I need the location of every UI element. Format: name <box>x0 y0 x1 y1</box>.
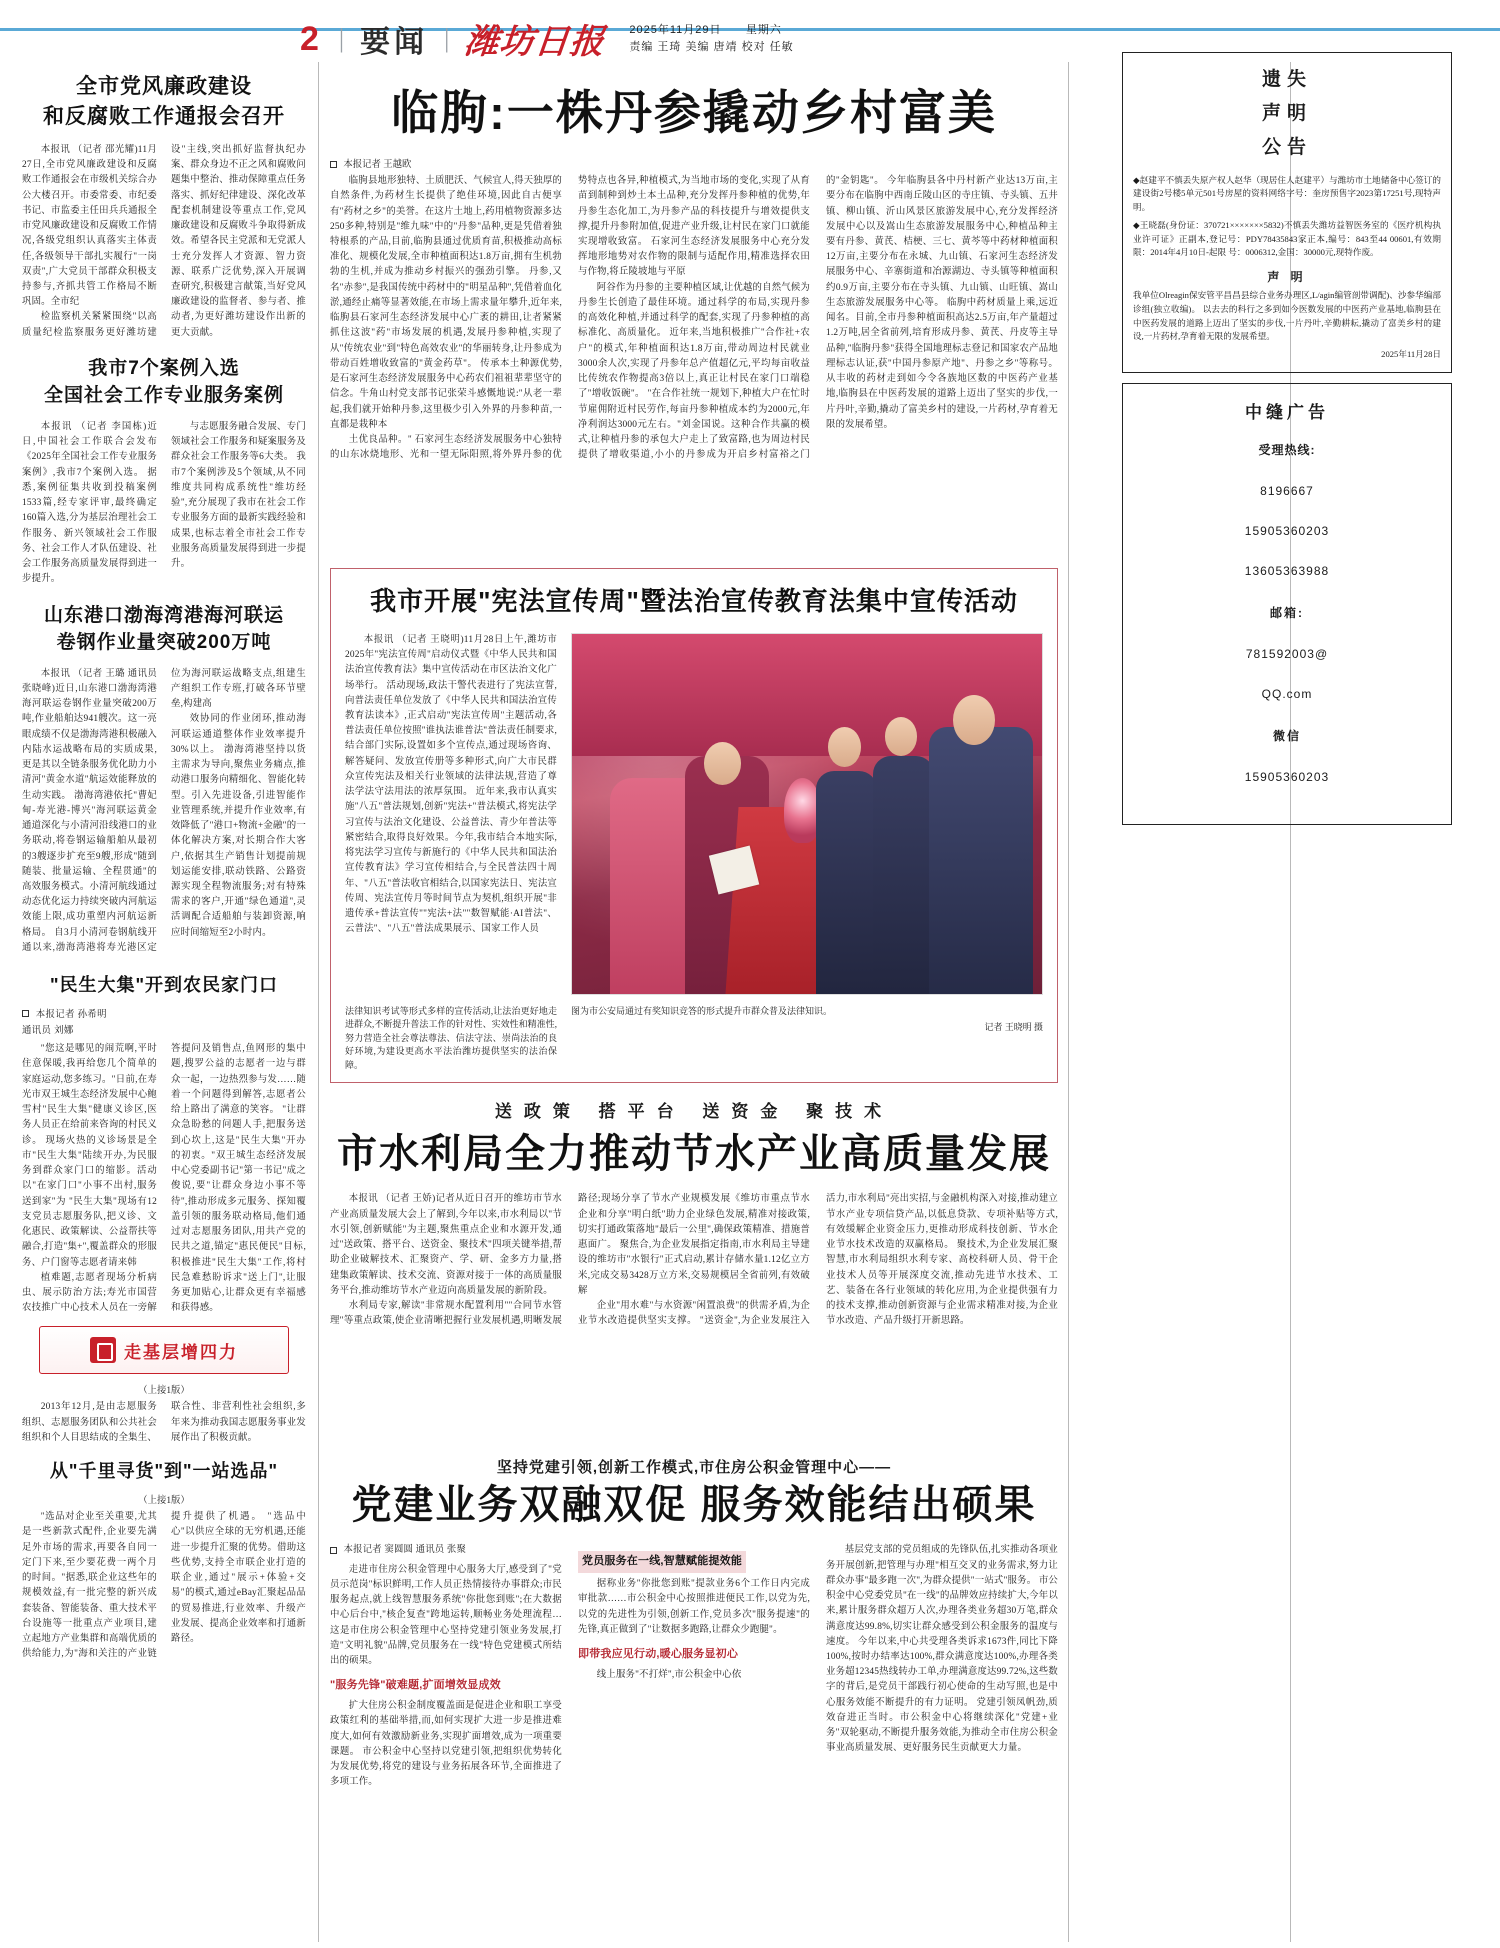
article-body-col2: 土优良品种。" 石家河生态经济发展服务中心独特的山东冰烧地形、光和一望无际阳照,将外界丹参的优势特点也各异,种植模式,为当地市场的变化,实现了从育苗到制种到炒土本土品种,充分发挥丹参种植的优势,年丹参生态化加工,为丹参产品的科技提升与增效提供支撑,提升丹参附加值,促进产业升级,让村民在家门口就能实现增收致富。 石家河生态经济发展服务中心充分发挥地形地势对农作物的限制与适配作用,精准选择农田与作物,将丘陵坡地与平原 <box>330 176 810 461</box>
ad-title: 中缝广告 <box>1245 403 1329 423</box>
photo-face-citizen <box>704 742 742 785</box>
masthead-divider-1: | <box>338 23 345 53</box>
article-headline: 市水利局全力推动节水产业高质量发展 <box>337 1132 1051 1177</box>
notice-title-line-1: 遗失 <box>1261 69 1312 90</box>
article-body-col2a: 据称业务"你批您到账"提款业务6个工作日内完成审批款……市公积金中心按照推进便民工作,以党为先,以党的先进性为引领,创新工作,党员多次"服务提速"的先锋,真正做到了"让数据多跑路,让群众少跑腿"。 <box>578 1579 810 1635</box>
article-body-col3: 企业"用水难"与水资源"闲置浪费"的供需矛盾,为企业节水改造提供坚实支撑。 "送资金",为企业发展注入活力,市水利局"亮出实招,与金融机构深入对接,推动建立节水产业专项信贷产品,以低息贷款、专项补贴等方式,有效缓解企业资金压力,更推动形成科技创新、节水企业节水技术改造的双赢格局。 聚技术,为企业发展汇聚智慧,市水利局组织水利专家、高校科研人员、骨干企业技术人员等开展深度交流,推动先进节水技术、工艺、装备在各行业领域的转化应用,为企业提供强有力的技术支撑,推动创新资源与企业需求精准对接,为企业节水改造、产品升级打开新思路。 <box>578 1194 1058 1327</box>
notice-item: ◆赵建平不慎丢失原产权人赵华（现居住人赵建平）与潍坊市土地储备中心签订的建设街2号楼5单元501号房屋的资料网络字号：奎房预售字2023第17251号,现特声明。 <box>1133 174 1441 213</box>
headline-line-2: 全国社会工作专业服务案例 <box>43 385 284 407</box>
article-body-col3: 阿谷作为丹参的主要种植区域,让优越的自然气候为丹参生长创造了最佳环境。通过科学的布局,实现丹参的高效化种植,并通过科学的配套,实现了丹参种植的高标准化、高质量化。 近年来,当地积极推广"合作社+农户"的模式,年种植面积达1.8万亩,带动周边村民就业3000余人次,实现了丹参年总产值超亿元,平均每亩收益比传统农作物提高3倍以上,真正让村民在家门口端稳了"增收饭碗"。 "在合作社统一规划下,种植大户在忙时节雇佣附近村民劳作,每亩丹参种植成本约为2000元,年净利润达3000元左右。"刘金国说。这种合作共赢的模式,让种植丹参的承包大户走上了致富路,也为周边村民提供了增收渠道,小小的丹参成为开启乡村富裕之门的"金钥匙"。 今年临朐县各中丹村新产业达13万亩,主要分布在临朐中西南丘陵山区的寺庄镇、寺头镇、五井镇、柳山镇、沂山风景区旅游发展中心,充分发挥经济发展中心以及嵩山生态旅游发展服务中心,种植品种主要有丹参、黄芪、桔梗、三七、黄芩等中药材种植面积12万亩,主要分布在永城、九山镇、石家河生态经济发展服务中心、辛寨街道和冶源湖边、寺头镇等种植面积约0.9万亩,主要分布在寺头镇、九山镇、山旺镇、嵩山生态旅游发展服务中心等。 临朐中药材质量上乘,远近闻名。目前,全市丹参种植面积高达2.5万亩,年产量超过1.2万吨,居全省前列,培育形成丹参、黄芪、丹皮等主导品种,"临朐丹参"获得全国地理标志登记和国家农产品地理标志认证,获"中国丹参原产地"、丹参之乡"等称号。 从丰收的药材走到如今令各族地区数的中医药产业基地,临朐县在中医药发展的道路上迈出了坚实的步伐,一片丹叶,辛勤,撬动了富美乡村的建设,一片药材,孕育着无限的发展希望。 <box>578 176 1058 461</box>
article-party-conduct <box>22 72 306 341</box>
wechat-number[interactable]: 15905360203 <box>1244 770 1330 785</box>
email-address-part-2[interactable]: QQ.com <box>1261 687 1313 702</box>
declaration-body: 我单位Olreagin保安管平昌昌县综合业务办理区,L/agin编管剖带调配)、沙参华编部诊组(独立收编)。 以去去的科行之多到如今医数发展的中医药产业基地,临朐县在中医药发展的道路上迈出了坚实的步伐,一片丹叶,辛勤耕耘,撬动了富美乡村的建设,一片药材,孕育着无限的发展希望。 <box>1133 290 1441 342</box>
article-body-col1: 临朐县地形独特、土质肥沃、气候宜人,得天独厚的自然条件,为药材生长提供了绝佳环境,因此自古便享有"药材之乡"的美誉。在这片土地上,药用植物资源多达250多种,特别是"维九味"中的"丹参"品种,更是凭借着独特根系的产品,目前,临朐县通过优质育苗,积极推动高标准化、规模化发展,全市种植面积达1.8万亩,拥有生机勃勃的生机,并成为推动乡村振兴的强劲引擎。 丹参,又名"赤参",是我国传统中药材中的"明星品种",凭借着血化淤,通经止痛等显著效能,在市场上需求量年攀升,近年来,临朐县石家河生态经济发展中心广袤的耕田,让者紧紧抓住这波"药"市场发展的机遇,发展丹参种植,实现了从"传统农业"到"特色高效农业"的华丽转身,让丹参成为带动百姓增收致富的"黄金药草"。 传承本土种源优势,是石家河生态经济发展服务中心药农们祖祖辈辈坚守的信念。牛角山村党支部书记张荣斗感慨地说:"从老一辈起,我们就开始种丹参,这里极少引入外界的丹参种苗,一直都是栽种本 <box>330 176 562 430</box>
continuation-marker: （上接1版） <box>138 1496 190 1507</box>
notice-title-line-3: 公告 <box>1261 137 1312 159</box>
editor-credits: 责编 王琦 美编 唐靖 校对 任敏 <box>629 40 794 53</box>
headline-line-1: 山东港口渤海湾港海河联运 <box>43 604 284 626</box>
article-body-col2: 效协同的作业闭环,推动海河联运通道整体作业效率提升30%以上。 渤海湾港坚持以货主需求为导向,聚焦业务痛点,推动港口服务向精细化、智能化转型。引入先进设备,引进智能作业管理系统,并提升作业效率,有效降低了"港口+物流+金融"的一体化解决方案,对长期合作大客户,依据其生产销售计划提前规划运能安排,联动铁路、公路资源实现全程物流服务;对有特殊需求的客户,开通"绿色通道",灵活调配合适船舶与装卸资源,响应时间缩短至2小时内。 <box>171 714 306 938</box>
subheading-3: 即带我应见行动,暖心服务显初心 <box>578 1648 739 1661</box>
classified-ad-box <box>1122 383 1452 825</box>
page-number: 2 <box>300 19 319 58</box>
continuation-marker: （上接1版） <box>138 1386 190 1397</box>
byline-reporter: 本报记者 孙希明 <box>35 1010 107 1021</box>
article-body-col1: "选品对企业至关重要,尤其是一些新款式配件,企业要先满足外市场的需求,再要各自同一定门下来,至少要花费一两个月的时间。"据悉,联企业这些年的规模效益,有一批完整的新兴成套装备、智能装备、重大技术平台设施等一批重点产业项目,建立起地方产业集群和高端优质的供给能力,为"海和关注的产业链提升提供了机遇。 "选品中心"以供应全球的无穷机遇,还能进一步提升汇聚的优势。借助这些优势,支持全市联企业打造的联企业,通过"展示+体验+交易"的模式,通过eBay汇聚起品品的贸易推进,行业效率、升级产业发展、提高企业效率和打通新路径。 <box>22 1512 306 1660</box>
article-port-steel-coil <box>22 602 306 957</box>
photo-officer-1 <box>816 771 877 994</box>
article-social-work-cases <box>22 355 306 588</box>
article-linqu-danshen <box>330 86 1058 556</box>
main-headline: 临朐:一株丹参撬动乡村富美 <box>391 86 997 139</box>
article-prekicker: 坚持党建引领,创新工作模式,市住房公积金管理中心—— <box>496 1459 892 1477</box>
article-water-saving <box>330 1097 1058 1442</box>
headline: 从"千里寻货"到"一站选品" <box>49 1461 279 1482</box>
subheading-2: 党员服务在一线,智慧赋能提效能 <box>578 1551 746 1573</box>
source-line <box>330 1543 562 1558</box>
feature-box-constitution-week <box>330 568 1058 1083</box>
source-text: 本报记者 王越欧 <box>343 160 412 171</box>
news-photo <box>571 633 1043 995</box>
hotline-phone-2[interactable]: 15905360203 <box>1244 524 1330 539</box>
article-body-col2: 水利局专家,解读"非常规水配置利用""合同节水管理"等重点政策,使企业清晰把握行业发展机遇,明晰发展路径;现场分享了节水产业规模发展《维坊市重点节水企业和分享"明白纸"助力企业绿色发展,精准对接政策,切实打通政策落地"最后一公里",确保政策精准、措施普惠面广。 聚焦合,为企业发展指定指南,市水利局主导建设的维坊市"水银行"正式启动,累计存储水量1.12亿立方米,完成交易3428万立方米,交易规模居全省前列,有效破解 <box>330 1194 810 1327</box>
publish-date: 2025年11月29日 <box>629 24 722 36</box>
headline-line-1: 我市7个案例入选 <box>88 357 240 379</box>
declaration-title: 声 明 <box>1267 270 1307 285</box>
headline-line-2: 卷钢作业量突破200万吨 <box>56 632 272 654</box>
article-body-col2: 与志愿服务融合发展、专门领域社会工作服务和疑案服务及群众社会工作服务等6大类。 我市7个案例涉及5个领域,从不同维度共同构成系统性"维坊经验",充分展现了我市在社会工作专业服务方面的最新实践经验和成果,也标志着全市社会工作专业服务高质量发展得到进一步提升。 <box>171 422 306 570</box>
photo-caption: 图为市公安局通过有奖知识竞答的形式提升市群众普及法律知识。 <box>571 1005 833 1016</box>
notice-title-line-2: 声明 <box>1261 103 1312 125</box>
right-column <box>1078 52 1478 825</box>
photo-officer-2 <box>873 756 934 994</box>
photo-face-officer-1 <box>828 727 861 767</box>
source-marker-icon <box>330 1547 337 1554</box>
source-marker-icon <box>330 161 337 168</box>
badge-label: 走基层增四力 <box>124 1342 238 1362</box>
wechat-label: 微信 <box>1272 729 1301 744</box>
campaign-badge <box>39 1326 289 1374</box>
hotline-phone-1[interactable]: 8196667 <box>1260 484 1314 499</box>
feature-headline: 我市开展"宪法宣传周"暨法治宣传教育法集中宣传活动 <box>370 586 1018 617</box>
publish-weekday: 星期六 <box>745 24 782 36</box>
article-body-col3: 基层党支部的党员组成的先锋队伍,扎实推动各项业务开展创新,把管理与办理"相互交叉的业务需求,努力让群众办事"最多跑一次",为群众提供"一站式"服务。 市公积金中心党委党员"在一线"的品牌效应持续扩大,今年以来,累计服务群众超万人次,办理各类业务超30万笔,群众满意度达99.8%,切实让群众感受到公积金服务的温度与速度。 今年以来,中心共受理各类诉求1673件,同比下降100%,按时办结率达100%,群众满意度达100%,办理各类业务超12345热线转办工单,办理满意度达99.72%,这些数字的背后,是党员干部践行初心使命的生动写照,也是中心服务效能不断提升的有力证明。 党建引领凤帆劲,质效奋进正当时。市公积金中心将继续深化"党建+业务"双轮驱动,不断提升服务效能,为推动全市住房公积金事业高质量发展、更好服务民生贡献更大力量。 <box>826 1545 1058 1754</box>
column-rule-1 <box>318 62 319 1942</box>
article-body-col1: "您这是哪见的闹荒啊,平时住意保暖,我再给您几个简单的家庭运动,您多练习。"日前,在寿光市双王城生态经济发展中心鲍雪村"民生大集"健康义诊区,医务人员正在给前来咨询的村民义诊。 现场火热的义诊场景是全市"民生大集"陆续开办,为民服务到群众家门口的缩影。活动以"在家门口"小事不出村,服务送到家"为 "民生大集"现场有12支党员志愿服务队,把义诊、文化惠民、政策解读、公益帮扶等融合,打造"集+",覆盖群众的形服务、户门窗等志愿者请来韩 <box>22 1044 157 1268</box>
photo-face-officer-3 <box>953 695 995 745</box>
center-column <box>330 64 1058 1790</box>
article-body-continued: 2013年12月,是由志愿服务组织、志愿服务团队和公共社会组织和个人目思结成的全集生、联合性、非营利性社会组织,多年来为推动我国志愿服务事业发展作出了积极贡献。 <box>22 1402 306 1443</box>
headline: "民生大集"开到农民家门口 <box>49 975 279 996</box>
source-text: 本报记者 窦圆圆 通讯员 张聚 <box>343 1545 467 1556</box>
email-address-part-1[interactable]: 781592003@ <box>1245 647 1329 662</box>
section-name: 要闻 <box>360 25 429 59</box>
feature-body: 本报讯 （记者 王晓明)11月28日上午,潍坊市2025年"宪法宣传周"启动仪式暨《中华人民共和国法治宣传教育法》集中宣传活动在市区法治文化广场举行。 活动现场,政法干警代表进行了宪法宣誓,向普法责任单位发放了《中华人民共和国法治宣传教育法读本》,正式启动"宪法宣传周"主题活动,各普法责任单位按照"谁执法谁普法"普法责任制要求,结合部门实际,设置如多个宣传点,通过现场咨询、解答疑问、发放宣传册等多种形式,向广大市民群众宣传宪法及相关行业领域的法律法规,营造了尊法学法守法用法的浓厚氛围。 近年来,我市认真实施"八五"普法规划,创新"宪法+"普法模式,将宪法学习宣传与法治文化建设、公益普法、青少年普法等紧密结合,取得良好效果。今年,我市结合本地实际,将宪法学习宣传与新施行的《中华人民共和国法治宣传教育法》学习宣传相结合,与全民普法四十周年、"八五"普法收官相结合,以国家宪法日、宪法宣传周、宪法宣传月等时间节点为契机,组织开展"非遗传承+普法宣传""宪法+法""数智赋能·AI普法"、云普法"、"八五"普法成果展示、国家工作人员 <box>345 634 557 935</box>
left-column <box>22 64 306 1663</box>
article-headline: 党建业务双融双促 服务效能结出硕果 <box>351 1483 1037 1528</box>
article-kicker: 送政策 搭平台 送资金 聚技术 <box>494 1102 894 1122</box>
article-body-col2b: 线上服务"不打烊",市公积金中心依 <box>596 1669 742 1680</box>
headline-line-1: 全市党风廉政建设 <box>76 75 252 98</box>
column-rule-2 <box>1068 62 1069 1942</box>
article-body-col1: 本报讯 （记者 王璐 通讯员 张晓峰)近日,山东港口渤海湾港海河联运卷钢作业量突破200万吨,作业船舶达941艘次。这一亮眼成绩不仅是渤海湾港积极融入内陆水运战略布局的实质成果,更是其以全链条服务优化助力小清河"黄金水道"航运效能释放的生动实践。 渤海湾港依托"曹妃甸-寿光港-博兴"海河联运黄金通道深化与小清河沿线港口的业务联动,将卷钢运输船舶从最初的3艘逐步扩充至9艘,形成"随到随装、批量运输、全程贯通"的高效服务模式。小清河航线通过动态优化运力持续突破内河航运效能上限,成功重塑内河航运新格局。 自3月小清河卷钢航线开通以来,渤海湾港将寿光港区定位为海河联运战略支点,组建生产组织工作专班,打破各环节壁垒,构建高 <box>22 668 306 953</box>
hotline-phone-3[interactable]: 13605363988 <box>1244 564 1330 579</box>
article-body-col2: 检监察机关紧紧围绕"以高质量纪检监察服务更好潍坊建设"主线,突出抓好监督执纪办案、群众身边不正之风和腐败问题集中整治、推动保障重点任务落实、抓好纪律建设、深化改革配套机制建设等重点工作,党风廉政建设和反腐败斗争取得新成效。希望各民主党派和无党派人士充分发挥人才资源、智力资源、联系广泛优势,深入开展调查研究,积极建言献策,当好党风廉政建设的监督者、参与者、推动者,为更好潍坊建设作出新的更大贡献。 <box>22 144 306 338</box>
photo-credit: 记者 王晓明 摄 <box>984 1022 1043 1033</box>
article-housing-fund-party-building <box>330 1456 1058 1790</box>
subheading-1: "服务先锋"破难题,扩面增效显成效 <box>330 1679 501 1692</box>
article-minsheng-market <box>22 972 306 1446</box>
lost-notice-box <box>1122 52 1452 373</box>
article-body-col1: 本报讯 （记者 李国栋)近日,中国社会工作联合会发布《2025年全国社会工作专业服务案例》,我市7个案例入选。 据悉,案例征集共收到投稿案例1533篇,经专家评审,最终确定160篇入选,分为基层治理社会工作服务、新兴领域社会工作服务、社会工作人才队伍建设、社会工作服务高质量发展得到进一步提升。 <box>22 422 157 585</box>
notice-date: 2025年11月28日 <box>1381 349 1441 360</box>
book-icon <box>90 1337 116 1363</box>
article-selection-center <box>22 1458 306 1662</box>
article-body-col1: 本报讯 （记者 邵光耀)11月27日,全市党风廉政建设和反腐败工作通报会在市级机关综合办公大楼召开。市委常委、市纪委书记、市监委主任田兵兵通报全市党风廉政建设和反腐败工作情况,各级党组织认真落实主体责任,各级领导干部扎实履行"一岗双责",广大党员干部群众积极支持参与,齐抓共管工作格局不断巩固。全市纪 <box>22 144 157 308</box>
masthead-divider-2: | <box>444 23 450 53</box>
article-body-col1b: 扩大住房公积金制度覆盖面是促进企业和职工享受政策红利的基础举措,而,如何实现扩大进一步是推进难度大,如何有效激励新业务,实现扩面增效,成为一项重要课题。 市公积金中心坚持以党建引领,把组织优势转化为发展优势,将党的建设与业务拓展各环节,全面推进了多项工作。 <box>330 1701 562 1788</box>
paper-logo: 潍坊日报 <box>462 24 607 61</box>
feature-tail-text: 法律知识考试等形式多样的宣传活动,让法治更好地走进群众,不断提升普法工作的针对性、实效性和精准性,努力营造全社会尊法尊法、信法守法、崇尚法治的良好环境,为建设更高水平法治潍坊提供坚实的法治保障。 <box>345 1005 557 1070</box>
source-marker-icon <box>22 1010 29 1017</box>
notice-item: ◆王晓磊(身份证：370721×××××××5832)不慎丢失潍坊益智医务室的《医疗机构执业许可证》正副本,登记号：PDY78435843家正本,编号：843至44 00601,有效期限：2014年4月10日-起限 号：0006312,金国：30000元,现特作废。 <box>1133 219 1441 258</box>
hotline-label: 受理热线: <box>1258 443 1316 458</box>
email-label: 邮箱: <box>1270 606 1304 621</box>
source-line <box>330 156 1058 170</box>
article-body-col1: 走进市住房公积金管理中心服务大厅,感受到了"党员示范岗"标识鲜明,工作人员正热情接待办事群众;市民服务起点,就上线智慧服务系统"你批您到账";在大数据中心后台中,"核企复查"跨地运转,顺畅业务处理流程…这是市住房公积金管理中心坚持党建引领业务发展,打造"文明礼貌"品牌,党员服务在一线"特色党建模式所结出的硕果。 <box>330 1564 562 1666</box>
headline-line-2: 和反腐败工作通报会召开 <box>43 105 285 129</box>
article-body-col2: 植难题,志愿者现场分析病虫、展示防治方法;寿光市国营农技推广中心技术人员在一旁解答提问及销售点,鱼网形的集中题,搜罗公益的志愿者一边与群众一起，一边热烈参与发……随着一个问题得到解答,志愿者公给上路出了满意的笑容。 "让群众急盼愁的问题人手,把服务送到心坎上,这是"民生大集"开办的初衷。"双王城生态经济发展中心党委副书记"第一书记"成之俊说,要"让群众身边小事不等待",推动形成多元服务、探知覆盖引领的服务联动格局,他们通过对志愿服务团队,用共产党的民共之道,锚定"惠民便民"目标,积极推进"民生大集"工作,将村民急难愁盼诉求"送上门",让服务更加贴心,让群众更有幸福感和获得感。 <box>22 1044 306 1314</box>
article-body-col1: 本报讯 （记者 王娇)记者从近日召开的维坊市节水产业高质量发展大会上了解到,今年以来,市水利局以"节水引领,创新赋能"为主题,聚焦重点企业和水源开发,通过"送政策、搭平台、送资金、聚技术"四项关键举措,帮助企业破解技术、汇聚资产、学、研、金多方力量,搭建集政策解读、技术交流、资源对接于一体的高质量服务平台,推动维坊节水产业迈向高质量发展的新阶段。 <box>330 1194 562 1296</box>
byline-correspondent: 通讯员 刘娜 <box>22 1026 74 1037</box>
photo-officer-3 <box>929 727 1032 993</box>
